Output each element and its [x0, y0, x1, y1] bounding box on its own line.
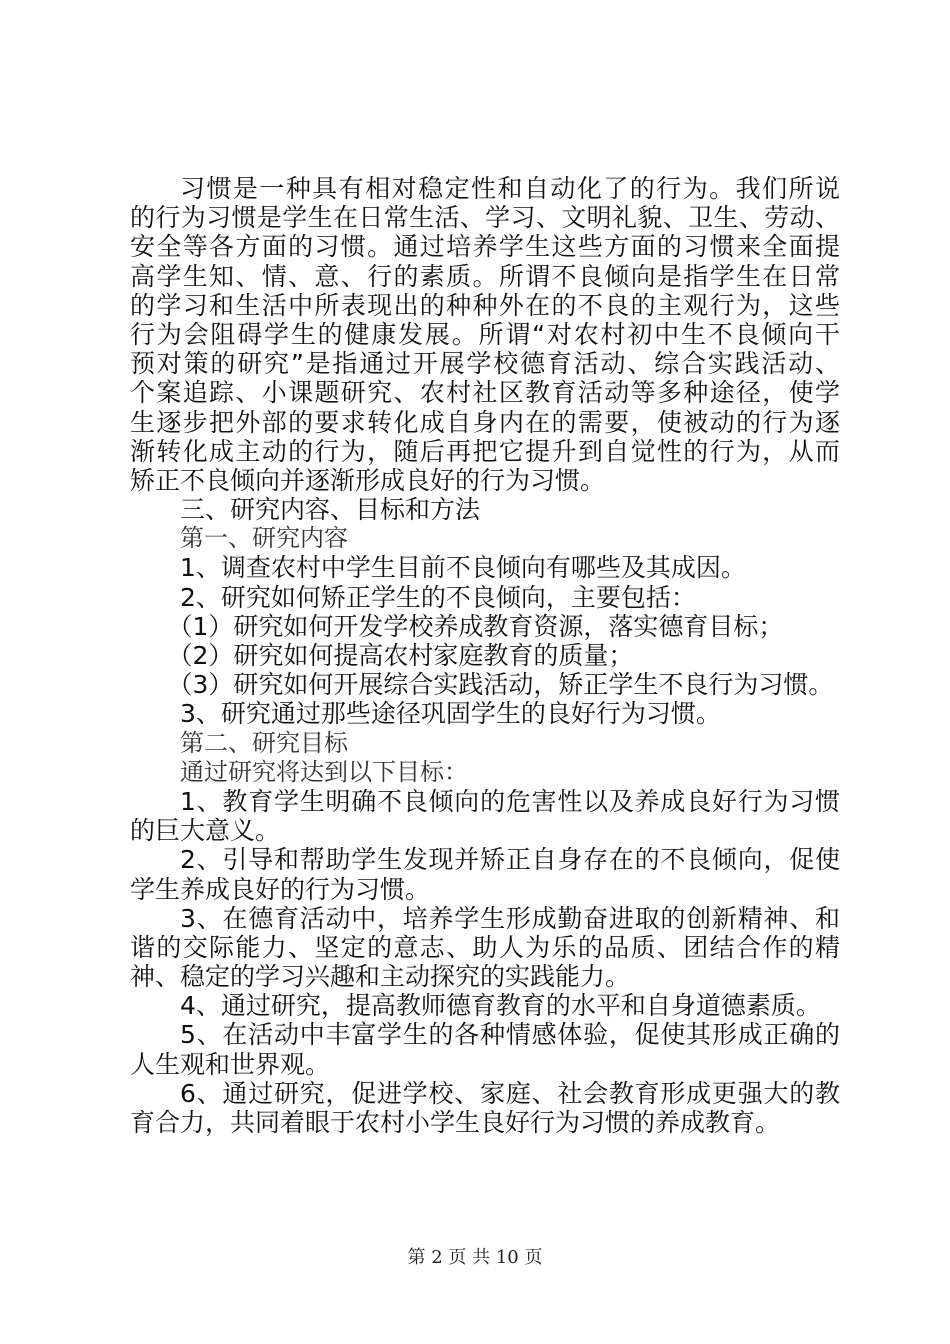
text-line: 谐的交际能力、坚定的意志、助人为乐的品质、团结合作的精 [130, 932, 840, 962]
text-line: 生逐步把外部的要求转化成自身内在的需要，使被动的行为逐 [130, 407, 840, 437]
text-line: 3、研究通过那些途径巩固学生的良好行为习惯。 [180, 699, 721, 729]
text-line: 1、教育学生明确不良倾向的危害性以及养成良好行为习惯 [180, 786, 840, 816]
text-line: 第二、研究目标 [180, 728, 348, 757]
text-line: 育合力，共同着眼于农村小学生良好行为习惯的养成教育。 [130, 1108, 781, 1137]
text-line: 渐转化成主动的行为，随后再把它提升到自觉性的行为，从而 [130, 436, 840, 466]
text-line: 习惯是一种具有相对稳定性和自动化了的行为。我们所说 [180, 174, 840, 203]
page-footer: 第 2 页 共 10 页 [407, 1247, 543, 1268]
text-line: 通过研究将达到以下目标： [180, 757, 468, 786]
text-line: 4、通过研究，提高教师德育教育的水平和自身道德素质。 [180, 991, 821, 1021]
text-line: 预对策的研究”是指通过开展学校德育活动、综合实践活动、 [130, 349, 840, 379]
document-body [130, 174, 840, 1137]
text-line: （1）研究如何开发学校养成教育资源，落实德育目标； [167, 611, 784, 641]
text-line: 行为会阻碍学生的健康发展。所谓“对农村初中生不良倾向干 [130, 319, 840, 349]
text-line: 安全等各方面的习惯。通过培养学生这些方面的习惯来全面提 [130, 232, 840, 262]
text-line: （3）研究如何开展综合实践活动，矫正学生不良行为习惯。 [167, 670, 834, 700]
text-line: 3、在德育活动中，培养学生形成勤奋进取的创新精神、和 [180, 903, 840, 933]
text-line: 2、引导和帮助学生发现并矫正自身存在的不良倾向，促使 [180, 845, 840, 875]
text-line: 2、研究如何矫正学生的不良倾向，主要包括： [180, 582, 696, 612]
text-line: 5、在活动中丰富学生的各种情感体验，促使其形成正确的 [180, 1020, 840, 1050]
text-line: 的行为习惯是学生在日常生活、学习、文明礼貌、卫生、劳动、 [130, 203, 840, 233]
text-line: 人生观和世界观。 [130, 1049, 331, 1079]
text-line: 个案追踪、小课题研究、农村社区教育活动等多种途径，使学 [130, 378, 840, 408]
text-line: 学生养成良好的行为习惯。 [130, 874, 431, 904]
text-line: （2）研究如何提高农村家庭教育的质量； [167, 641, 634, 670]
text-line: 第一、研究内容 [180, 524, 348, 553]
text-line: 三、研究内容、目标和方法 [180, 495, 481, 525]
text-line: 神、稳定的学习兴趣和主动探究的实践能力。 [130, 962, 631, 992]
text-line: 矫正不良倾向并逐渐形成良好的行为习惯。 [130, 465, 606, 495]
text-line: 的学习和生活中所表现出的种种外在的不良的主观行为，这些 [130, 290, 840, 320]
text-line: 1、调查农村中学生目前不良倾向有哪些及其成因。 [180, 553, 746, 583]
text-line: 的巨大意义。 [130, 816, 281, 846]
text-line: 6、通过研究，促进学校、家庭、社会教育形成更强大的教 [180, 1078, 840, 1108]
text-line: 高学生知、情、意、行的素质。所谓不良倾向是指学生在日常 [130, 261, 840, 291]
